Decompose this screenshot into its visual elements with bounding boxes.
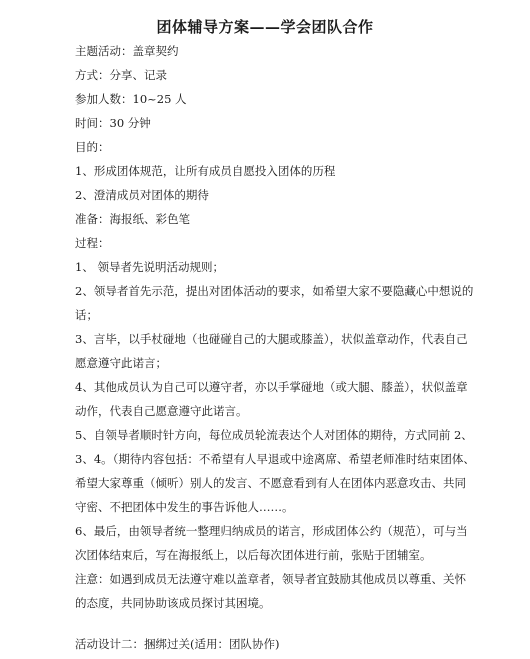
text-line-process-heading: 过程： <box>75 236 110 250</box>
text-line-goal-1: 1、形成团体规范，让所有成员自愿投入团体的历程 <box>75 164 336 178</box>
text-line-time: 时间：30 分钟 <box>75 116 151 130</box>
text-line-step-6: 6、最后，由领导者统一整理归纳成员的诺言，形成团体公约（规范），可与当 <box>75 524 468 538</box>
text-line-step-5-cont-2: 希望大家尊重（倾听）别人的发言、不愿意看到有人在团体内恶意攻击、共同 <box>75 476 466 490</box>
text-line-note: 注意：如遇到成员无法遵守难以盖章者，领导者宜鼓励其他成员以尊重、关怀 <box>75 572 466 586</box>
text-line-participants: 参加人数：10~25 人 <box>75 92 187 106</box>
text-line-step-4: 4、其他成员认为自己可以遵守者，亦以手掌碰地（或大腿、膝盖），状似盖章 <box>75 380 468 394</box>
text-line-step-3-cont: 愿意遵守此诺言； <box>75 356 167 370</box>
text-line-note-cont: 的态度，共同协助该成员探讨其困境。 <box>75 596 271 610</box>
text-line-step-2: 2、领导者首先示范，提出对团体活动的要求，如希望大家不要隐藏心中想说的 <box>75 284 474 298</box>
text-line-materials: 准备：海报纸、彩色笔 <box>75 212 190 226</box>
text-line-step-3: 3、言毕，以手杖碰地（也碰碰自己的大腿或膝盖），状似盖章动作，代表自己 <box>75 332 468 346</box>
text-line-goal-2: 2、澄清成员对团体的期待 <box>75 188 209 202</box>
text-line-step-5: 5、自领导者顺时针方向，每位成员轮流表达个人对团体的期待，方式同前 2、 <box>75 428 473 442</box>
text-line-step-5-cont-3: 守密、不把团体中发生的事告诉他人……。 <box>75 500 294 514</box>
text-line-theme: 主题活动：盖章契约 <box>75 44 179 58</box>
document-title: 团体辅导方案——学会团队合作 <box>156 18 374 36</box>
text-line-method: 方式：分享、记录 <box>75 68 167 82</box>
text-line-step-4-cont: 动作，代表自己愿意遵守此诺言。 <box>75 404 248 418</box>
text-line-step-5-cont-1: 3、4。（期待内容包括：不希望有人早退或中途离席、希望老师准时结束团体、 <box>75 452 475 466</box>
text-line-goal-heading: 目的： <box>75 140 110 154</box>
text-line-step-1: 1、 领导者先说明活动规则； <box>75 260 224 274</box>
text-line-activity-2: 活动设计二：捆绑过关(适用：团队协作) <box>75 637 280 651</box>
text-line-step-2-cont: 话； <box>75 308 98 322</box>
text-line-step-6-cont: 次团体结束后，写在海报纸上，以后每次团体进行前，张贴于团辅室。 <box>75 548 432 562</box>
